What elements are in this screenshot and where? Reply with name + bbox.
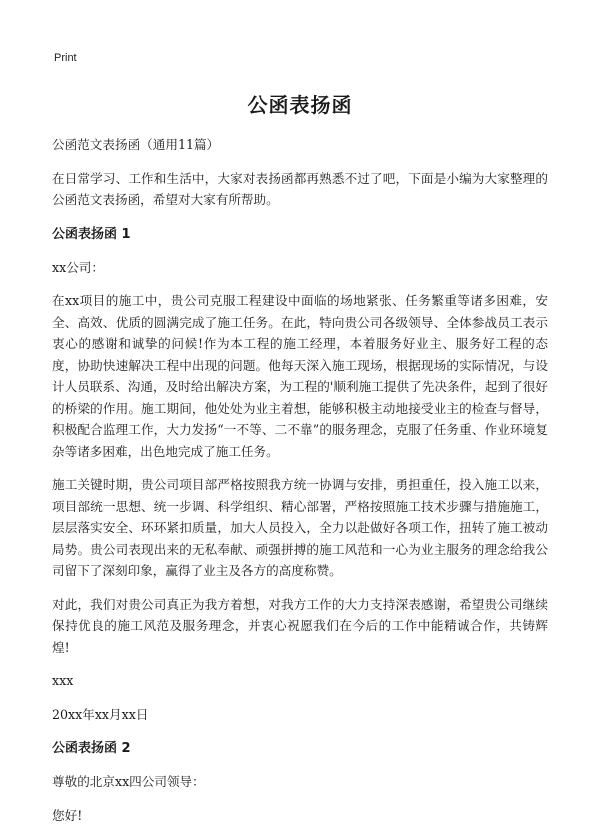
letter-2-heading: 公函表扬函 2 — [52, 741, 131, 756]
letter-1-paragraph-2: 施工关键时期，贵公司项目部严格按照我方统一协调与安排，勇担重任，投入施工以来，项目部统一思想、统一步调、科学组织、精心部署，严格按照施工技术步骤与措施施工，层层落实安全、环环紧扣质量，加大人员投入，全力以赴做好各项工作，扭转了施工被动局势。贵公司表现出来的无私奉献、顽强拼搏的施工风范和一心为业主服务的理念给我公司留下了深刻印象，赢得了业主及各方的高度称赞。 — [52, 477, 548, 578]
letter-2-salutation: 尊敬的北京xx四公司领导： — [52, 774, 205, 789]
letter-2-greeting: 您好! — [52, 807, 83, 823]
print-link[interactable]: Print — [54, 52, 77, 64]
document-subtitle: 公函范文表扬函（通用11篇） — [52, 137, 220, 152]
intro-paragraph: 在日常学习、工作和生活中，大家对表扬函都再熟悉不过了吧，下面是小编为大家整理的公函范文表扬函，希望对大家有所帮助。 — [52, 170, 548, 207]
letter-1-signature: xxx — [52, 673, 74, 688]
letter-1-paragraph-3: 对此，我们对贵公司真正为我方着想，对我方工作的大力支持深表感谢，希望贵公司继续保持优良的施工风范及服务理念，并衷心祝愿我们在今后的工作中能精诚合作，共铸辉煌! — [52, 596, 548, 655]
page-title: 公函表扬函 — [247, 93, 353, 117]
letter-1-salutation: xx公司： — [52, 259, 104, 275]
letter-1-paragraph-1: 在xx项目的施工中，贵公司克服工程建设中面临的场地紧张、任务繁重等诸多困难，安全、高效、优质的圆满完成了施工任务。在此，特向贵公司各级领导、全体参战员工表示衷心的感谢和诚挚的问候!作为本工程的施工经理，本着服务好业主、服务好工程的态度，协助快速解决工程中出现的问题。他每天深入施工现场，根据现场的实际情况，与设计人员联系、沟通，及时给出解决方案，为工程的'顺利施工提供了先决条件，起到了很好的桥梁的作用。施工期间，他处处为业主着想，能够积极主动地接受业主的检查与督导，积极配合监理工作，大力发扬“一不等、二不靠”的服务理念，克服了任务重、作业环境复杂等诸多困难，出色地完成了施工任务。 — [52, 293, 548, 459]
letter-1-heading: 公函表扬函 1 — [52, 226, 131, 242]
letter-1-date: 20xx年xx月xx日 — [52, 706, 149, 722]
